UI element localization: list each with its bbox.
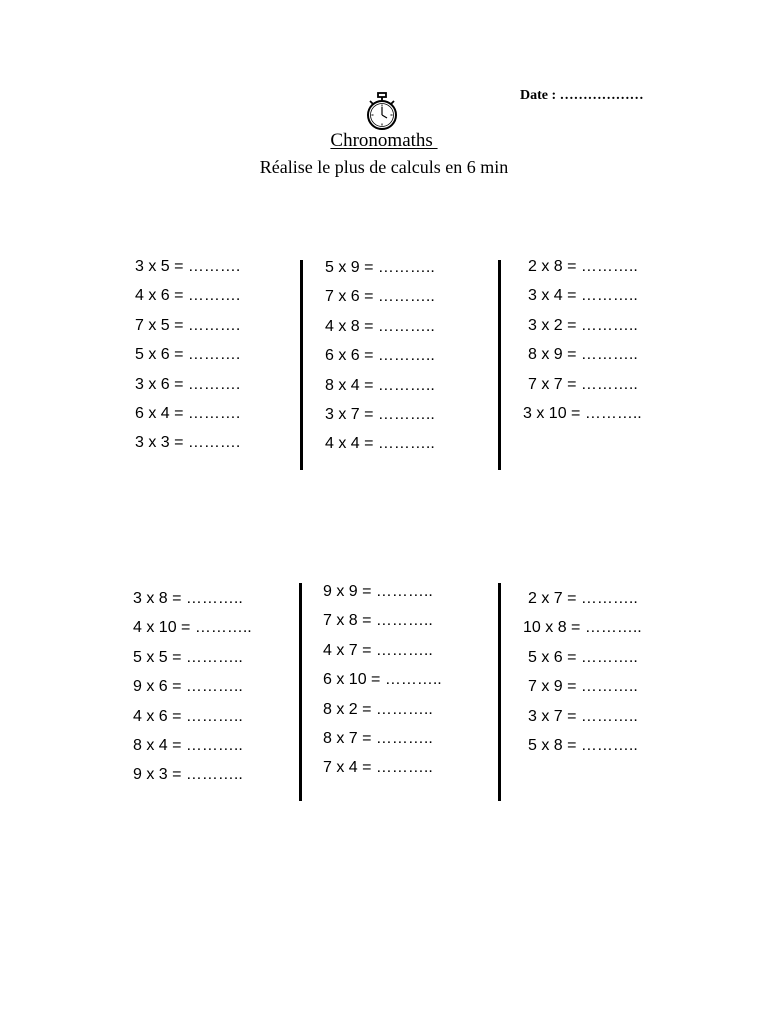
calculation-item: 6 x 4 = ………. <box>135 404 241 422</box>
calculation-item: 9 x 6 = ……….. <box>133 678 243 696</box>
calculation-item: 3 x 2 = ……….. <box>528 316 638 334</box>
exercise-column <box>325 258 435 464</box>
calculation-item: 2 x 8 = ……….. <box>528 258 638 275</box>
calculation-item: 7 x 5 = ………. <box>135 316 241 334</box>
calculation-item: 4 x 6 = ……….. <box>133 707 243 725</box>
calculation-item: 8 x 7 = ……….. <box>323 729 433 747</box>
calculation-item: 3 x 7 = ……….. <box>528 707 638 725</box>
page-subtitle: Réalise le plus de calculs en 6 min <box>259 157 509 177</box>
calculation-item: 2 x 7 = ……….. <box>528 590 638 607</box>
calculation-item: 7 x 9 = ……….. <box>528 678 638 696</box>
calculation-item: 5 x 6 = ……….. <box>528 648 638 666</box>
exercise-column <box>323 582 442 788</box>
column-divider <box>299 583 302 801</box>
page-title: Chronomaths <box>330 130 438 151</box>
calculation-item: 5 x 8 = ……….. <box>528 736 638 754</box>
calculation-item: 4 x 7 = ……….. <box>323 641 433 659</box>
calculation-item: 8 x 2 = ……….. <box>323 700 433 718</box>
calculation-item: 7 x 7 = ……….. <box>528 375 638 393</box>
calculation-item: 8 x 4 = ……….. <box>133 736 243 754</box>
calculation-item: 3 x 10 = ……….. <box>523 404 642 422</box>
calculation-item: 3 x 5 = ………. <box>135 258 241 275</box>
calculation-item: 10 x 8 = ……….. <box>523 619 642 637</box>
calculation-item: 5 x 5 = ……….. <box>133 648 243 666</box>
calculation-item: 8 x 9 = ……….. <box>528 346 638 364</box>
calculation-item: 4 x 8 = ……….. <box>325 317 435 335</box>
calculation-item: 3 x 4 = ……….. <box>528 287 638 305</box>
date-field: Date : ……………… <box>520 88 644 103</box>
stopwatch-icon <box>364 92 400 132</box>
calculation-item: 3 x 3 = ………. <box>135 434 241 452</box>
column-divider <box>498 583 501 801</box>
calculation-item: 7 x 8 = ……….. <box>323 612 433 630</box>
calculation-item: 9 x 9 = ……….. <box>323 583 433 600</box>
calculation-item: 5 x 9 = ……….. <box>325 259 435 276</box>
exercise-column <box>135 257 240 463</box>
exercise-column <box>523 589 642 765</box>
calculation-item: 9 x 3 = ……….. <box>133 766 243 784</box>
calculation-item: 5 x 6 = ………. <box>135 346 241 364</box>
column-divider <box>300 260 303 470</box>
calculation-item: 7 x 6 = ……….. <box>325 288 435 306</box>
calculation-item: 3 x 8 = ……….. <box>133 590 243 607</box>
exercise-column <box>523 257 642 433</box>
exercise-column <box>133 589 252 795</box>
calculation-item: 3 x 7 = ……….. <box>325 405 435 423</box>
calculation-item: 4 x 4 = ……….. <box>325 435 435 453</box>
column-divider <box>498 260 501 470</box>
calculation-item: 6 x 10 = ……….. <box>323 671 442 689</box>
calculation-item: 4 x 10 = ……….. <box>133 619 252 637</box>
calculation-item: 7 x 4 = ……….. <box>323 759 433 777</box>
calculation-item: 3 x 6 = ………. <box>135 375 241 393</box>
calculation-item: 8 x 4 = ……….. <box>325 376 435 394</box>
calculation-item: 4 x 6 = ………. <box>135 287 241 305</box>
calculation-item: 6 x 6 = ……….. <box>325 347 435 365</box>
